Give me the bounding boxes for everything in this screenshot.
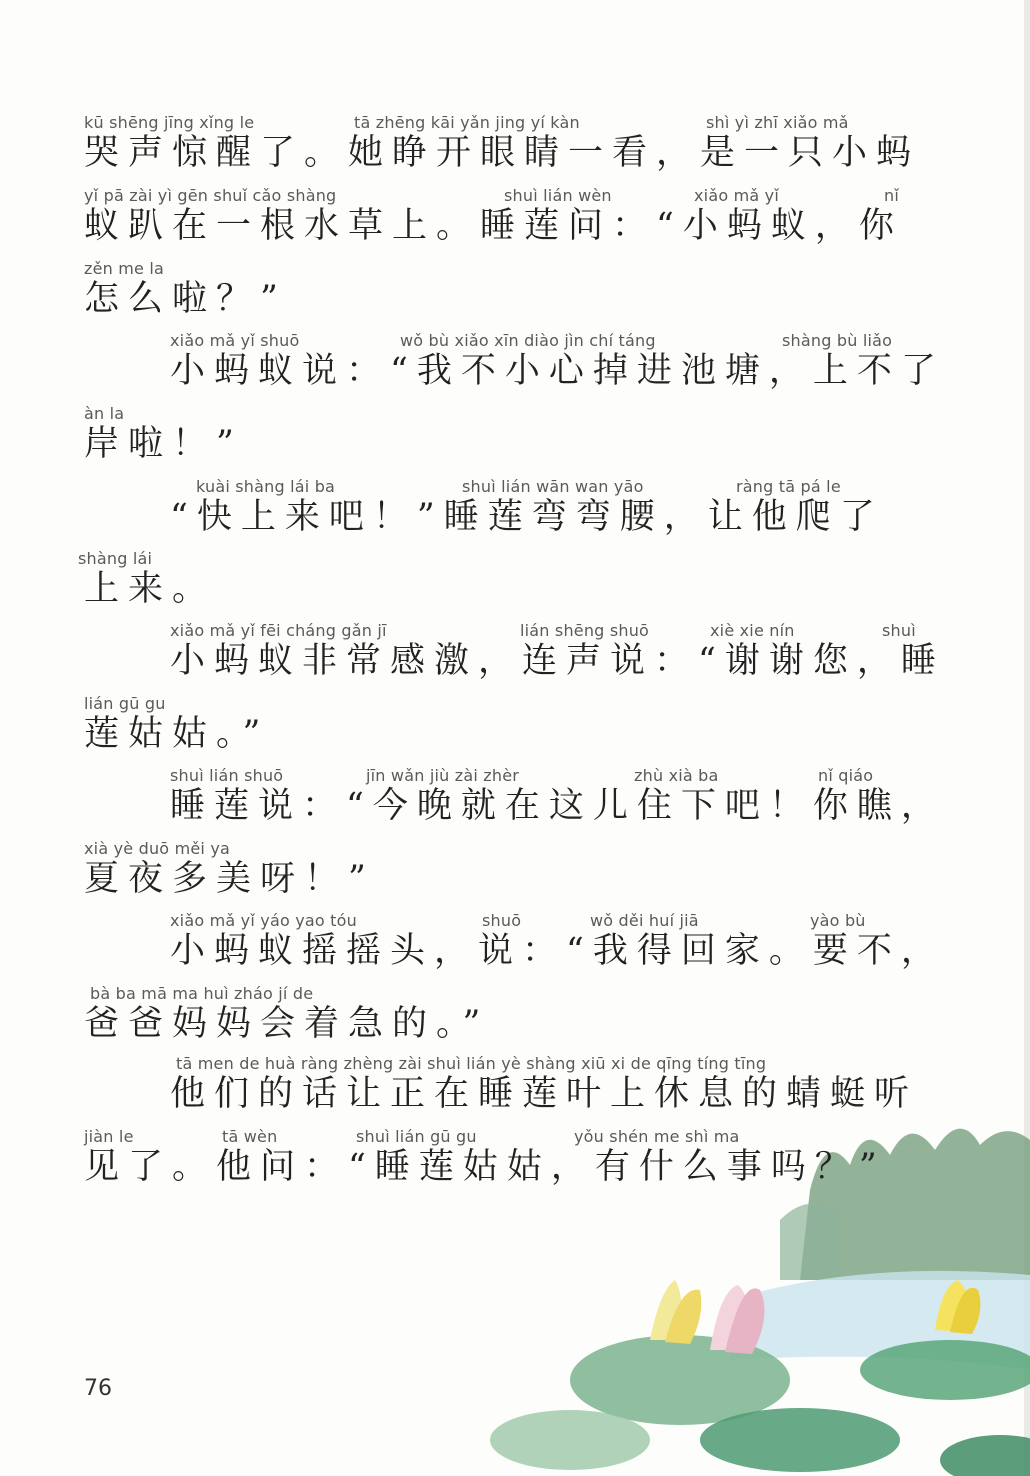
pinyin: nǐ xyxy=(884,186,899,205)
hanzi-text: 见了。他问：“睡莲姑姑，有什么事吗？” xyxy=(84,1147,886,1187)
pinyin: tā zhēng kāi yǎn jing yí kàn xyxy=(354,113,580,132)
pinyin: lián gū gu xyxy=(84,694,166,713)
hanzi-text: 蚁趴在一根水草上。睡莲问：“小蚂蚁，你 xyxy=(84,206,903,246)
pinyin: wǒ děi huí jiā xyxy=(590,911,699,930)
hanzi-text: 上来。 xyxy=(84,569,217,609)
pinyin: shuì lián gū gu xyxy=(356,1127,477,1146)
hanzi-text: 爸爸妈妈会着急的。” xyxy=(84,1004,490,1044)
hanzi-text: 夏夜多美呀！” xyxy=(84,859,375,899)
pinyin: ràng tā pá le xyxy=(736,477,841,496)
hanzi-text: “快上来吧！”睡莲弯弯腰，让他爬了 xyxy=(170,497,884,537)
pinyin: shuì lián wān wan yāo xyxy=(462,477,644,496)
pinyin: yào bù xyxy=(810,911,866,930)
hanzi-text: 小蚂蚁非常感激，连声说：“谢谢您，睡 xyxy=(170,641,945,681)
hanzi-text: 怎么啦？” xyxy=(84,279,287,319)
pinyin: xiè xie nín xyxy=(710,621,795,640)
pinyin: shuì lián wèn xyxy=(504,186,612,205)
pinyin: xià yè duō měi ya xyxy=(84,839,231,858)
pinyin: zěn me la xyxy=(84,259,165,278)
pinyin: shuì lián shuō xyxy=(170,766,284,785)
hanzi-text: 他们的话让正在睡莲叶上休息的蜻蜓听 xyxy=(170,1074,919,1114)
pinyin: àn la xyxy=(84,404,125,423)
hanzi-text: 睡莲说：“今晚就在这儿住下吧！你瞧， xyxy=(170,786,945,826)
pinyin: shàng lái xyxy=(78,549,153,568)
hanzi-text: 小蚂蚁说：“我不小心掉进池塘，上不了 xyxy=(170,351,945,391)
pinyin: wǒ bù xiǎo xīn diào jìn chí táng xyxy=(400,331,656,350)
pinyin: xiǎo mǎ yǐ xyxy=(694,186,779,205)
pinyin: shì yì zhī xiǎo mǎ xyxy=(706,113,849,132)
page-number: 76 xyxy=(84,1376,112,1401)
hanzi-text: 哭声惊醒了。她睁开眼睛一看，是一只小蚂 xyxy=(84,133,921,173)
hanzi-text: 小蚂蚁摇摇头，说：“我得回家。要不， xyxy=(170,931,945,971)
pinyin: jiàn le xyxy=(84,1127,134,1146)
pinyin: xiǎo mǎ yǐ yáo yao tóu xyxy=(170,911,357,930)
pinyin: shàng bù liǎo xyxy=(782,331,893,350)
pinyin: kū shēng jīng xǐng le xyxy=(84,113,255,132)
pinyin: bà ba mā ma huì zháo jí de xyxy=(90,984,314,1003)
pinyin: yǐ pā zài yì gēn shuǐ cǎo shàng xyxy=(84,186,337,205)
pinyin: yǒu shén me shì ma xyxy=(574,1127,740,1146)
hanzi-text: 莲姑姑。” xyxy=(84,714,270,754)
pinyin: xiǎo mǎ yǐ fēi cháng gǎn jī xyxy=(170,621,387,640)
hanzi-text: 岸啦！” xyxy=(84,424,243,464)
pinyin: zhù xià ba xyxy=(634,766,719,785)
pinyin: shuì xyxy=(882,621,916,640)
pinyin: jīn wǎn jiù zài zhèr xyxy=(366,766,520,785)
pinyin: shuō xyxy=(482,911,522,930)
pinyin: lián shēng shuō xyxy=(520,621,650,640)
pinyin: xiǎo mǎ yǐ shuō xyxy=(170,331,300,350)
pinyin: kuài shàng lái ba xyxy=(196,477,336,496)
pinyin: nǐ qiáo xyxy=(818,766,874,785)
pinyin: tā wèn xyxy=(222,1127,278,1146)
pinyin: tā men de huà ràng zhèng zài shuì lián yè shàng xiū xi de qīng tíng tīng xyxy=(176,1054,767,1073)
